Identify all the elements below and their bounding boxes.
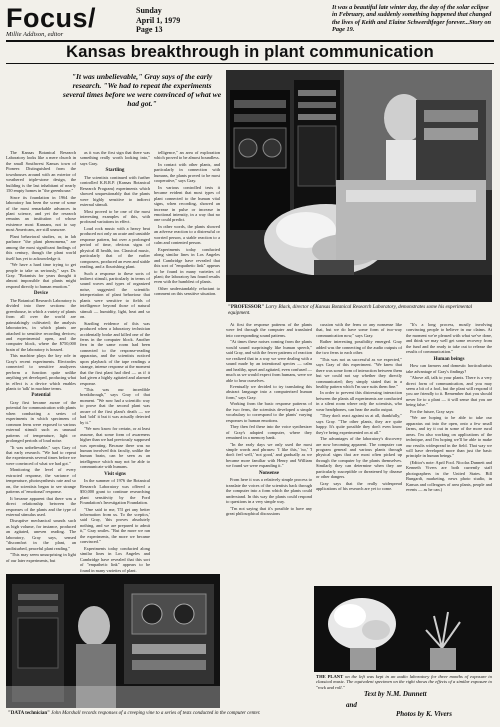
paragraph: Startling evidence of this was produced when a laboratory technician accidentally broke and killed one of the ferns in the computer block. Another fern in the same room had been connected to the response-reading apparatus, and the scientists noticed upon playback of the tape readings a strange, intense response at the moment that the first plant had died — as if it had given a highly agitated and alarmed response. bbox=[80, 320, 150, 386]
paragraph: It became apparent that there was a direct relationship between the responses of the plants and the type of external stimulus used. bbox=[6, 495, 76, 517]
paragraph: "They don't react against us at all, thankfully," says Gray. "The other plants, they are quite happy. It's quite possible they don't even know they're being experimented on at all." bbox=[316, 413, 402, 435]
paragraph: as it was the first sign that there was something really worth looking into," says Gray. bbox=[80, 150, 150, 166]
paragraph: Experiments today conducted along similar lines in Los Angeles and Cambridge have revealed that this sort of "empathetic link" appears to be found in many varieties of plant. bbox=[80, 545, 150, 573]
paragraph: "This was not as successful as we expected," says Gray of this experiment. "We knew that there was some form of interaction between them but we could not say whether they directly communicated; they simply stated that in a healthy pattern which I'm sure suits them fine." bbox=[316, 356, 402, 389]
headline: Kansas breakthrough in plant communication bbox=[66, 43, 434, 61]
section-logo: Focus/ bbox=[6, 3, 97, 33]
paragraph: "This may seem unsurprising in light of our later experiments, but bbox=[6, 552, 76, 563]
paragraph: The scientists continued with further controlled K.B.R.P. (Kansas Botanical Research Program) experiments which showed unquestionably that the plants were highly sensitive to indirect external stimuli. bbox=[80, 174, 150, 208]
paragraph: telligence," an area of exploration which proved to be almost boundless. bbox=[154, 150, 220, 161]
photo-plants-comparison-image bbox=[314, 586, 492, 672]
paragraph: The Kansas Botanical Research Laboratory looks like a mere church in the small Southwest Kansas town of Pioneer. Distinguished from the townhouses around with an exterior of weathered triple-stone design, the building is the last inhabitant of nearly 150 empty homes in "the greenhouse." bbox=[6, 150, 76, 194]
caption-lead: "DATA technician" bbox=[8, 711, 50, 716]
credit-and: and bbox=[346, 701, 357, 709]
photo-data-technician bbox=[6, 574, 220, 708]
paragraph: In other words, the plants showed an adverse reaction to a distressful or worried person, a stable reaction to a calm and contented person. bbox=[154, 223, 220, 246]
photo-computer-lab bbox=[226, 70, 492, 302]
masthead bbox=[6, 4, 494, 42]
paragraph: Since its foundation in 1964 the laboratory has been the scene of some of the most remarkable advances in plant science, and yet the research remains an institution of whose existence most Kansans, not to say most Americans, are still unaware. bbox=[6, 194, 76, 233]
paragraph: Most proved to be one of the most interesting examples of this, with profound variations in effect. bbox=[80, 208, 150, 225]
article-column-2 bbox=[80, 150, 150, 573]
paragraph: They then fed these into the voice synthesizer of Gray's adapted computer, where they remained in a memory bank. bbox=[226, 424, 312, 441]
paragraph: cussion with the ferns or any nonsense like that, but we do have some form of two-way communication now," says Gray. bbox=[316, 322, 402, 338]
article-column-1 bbox=[6, 150, 76, 570]
caption-text: John Marshall records responses of a creeping vine to a series of tests conducted in the computer center. bbox=[49, 711, 261, 716]
paragraph: Gray first became aware of the potential for communication with plants when conducting a series of experiments in which specimens of common ferns were exposed to various external stimuli such as unusual patterns of temperature, light or prolonged periods of loud noise. bbox=[6, 399, 76, 444]
paragraph: "We have a hard time trying to get people to take us seriously," says Dr. Gray. "Botanists for years thought it almost impossible that plants might respond directly to human emotion." bbox=[6, 262, 76, 289]
paragraph: Disruptive mechanical sounds such as high volume, for instance, produced an agitated, uneven reading. The laboratory, Gray says, sensed "discomfort in the plant, an undisturbed, peaceful plant reading." bbox=[6, 518, 76, 551]
paragraph: The Botanical Research Laboratory is divided into three sections: the greenhouse, in which a variety of plants from all over the world are painstakingly cultivated; the analysis laboratories, in which plants are attached to sensitive recording devices; and experimental open, and the computer block, where the $750,000 brain of the laboratory is housed. bbox=[6, 297, 76, 352]
subhead: Visit signs bbox=[104, 471, 126, 477]
photos-credit: Photos by K. Vivers bbox=[396, 710, 453, 718]
issue-info bbox=[136, 6, 196, 35]
text-credit: Text by N.M. Dunnett bbox=[364, 690, 427, 698]
paragraph: (Editor's note: April Fool. Nicolas Dunnett and Kenneth Vivers are both currently staff photographers in the United States. Bill Bungardt, marketing, news photo studio, in Kansas and colleagues of area plants, people and events — as he can.) bbox=[406, 459, 492, 493]
paragraph: "Above all, talk to your plants. There is a very direct form of communication, and you may seem a bit of a fool, but the plant will respond if you are friendly to it. Remember that you should never lie to a plant — it will sense that you are being false." bbox=[406, 375, 492, 408]
paragraph: From here it was a relatively simple process to translate the voices of the scientists back through the computer into a form which the plants could understand. In this way the plants could respond to questions in a very simple way. bbox=[226, 477, 312, 505]
paragraph: In order to prevent this distressing interaction between the plants all experiments are conducted in a silent room where only the scientists, who wear headphones, can hear the audio output. bbox=[316, 390, 402, 412]
subhead: Startling bbox=[105, 168, 125, 174]
paragraph: "I'm not saying that it's possible to have any great philosophical discussions bbox=[226, 505, 312, 516]
photo-data-technician-image bbox=[6, 574, 220, 708]
promo-teaser: It was a beautiful late winter day, the day of the solar eclipse in February, and suddenly something happened that changed the lives of Keith and Elaine Schwerdtfeger forever...Story on Page 19. bbox=[332, 4, 492, 33]
paragraph: Eventually we decided to try translating this abstract language into a computerized human form," says Gray. bbox=[226, 383, 312, 400]
paragraph: For the future, Gray says: bbox=[410, 408, 455, 414]
paragraph: Working from the basic response patterns of the two ferns, the scientists developed a simple vocabulary to correspond to the plants' varying responses to human emotions. bbox=[226, 401, 312, 423]
bottom-left-caption bbox=[8, 711, 308, 717]
paragraph: This machine plays the key role in Gray's recent experiments. Electrodes connected to sensitive analyzers perform a function quite unlike anything yet developed, producing what in effect is a device which enables plants to 'talk' in machine terms. bbox=[6, 353, 76, 392]
paragraph: "It was unbelievable," says Gray of that early research. "We had to repeat the experiments several times before we were convinced of what we had got." bbox=[6, 444, 76, 466]
paragraph: How can farmers and domestic horticulturists take advantage of Gray's findings? bbox=[406, 363, 492, 374]
paragraph: "This was our incredible breakthrough," says Gray of that moment. "We now had a scientific way to prove that the second plant was aware of the first plant's death — we had 'told' it but it was actually detected by it." bbox=[80, 387, 150, 425]
caption-text: on the left was kept in an audio laboratory for three months of exposure to classical music. The equivalent specimen on the right shows the effects of a similar exposure to "rock and roll." bbox=[316, 674, 492, 690]
paragraph: At first the response patterns of the plants were fed through the computer and translated into corresponding sound patterns. bbox=[226, 322, 312, 338]
paragraph: Loud rock music with a heavy beat produced not only an acute and unstable response pattern, but over a prolonged period of time, obvious signs of physical ill health, too. Classical music, particularly that of the earlier composers, produced an even and stable reading, and a flourishing plant. bbox=[80, 225, 150, 270]
subhead: Nonsense bbox=[258, 470, 279, 476]
paragraph: The advantages of the laboratory's discovery are now becoming apparent. The computer can program general and various plants through physical signs that are most often picked up through the computer by the plants themselves. Similarly they can determine when they are particularly susceptible or threatened by disease or other dangers. bbox=[316, 436, 402, 480]
bottom-right-caption bbox=[316, 674, 492, 690]
caption-lead: "PROFESSOR" bbox=[228, 304, 265, 310]
paragraph: "One said to me, 'I'll get any better information from us. To the sceptics,' said Gray, 'this proves absolutely nothing, and we are prepared to admit it,'" Gray smiles. "But the more we ran the experiments, the more we became convinced." bbox=[80, 506, 150, 545]
issue-day: Sunday bbox=[136, 6, 162, 15]
article-column-4 bbox=[226, 322, 312, 584]
subhead: Human beings bbox=[433, 356, 465, 362]
photo-plants-comparison bbox=[314, 586, 492, 672]
page-number: Page 13 bbox=[136, 25, 163, 34]
paragraph: Experiments today conducted along similar lines in Los Angeles and Cambridge have revealed that this sort of "empathetic link" appears to be found in many varieties of plant; the laboratory has found results even with the humblest of plants. bbox=[154, 246, 220, 285]
paragraph: "We are hoping to be able to take our apparatus out into the open, onto a few small farms, and try it out in some of the more rural areas. I'm also working on applications of the technique, and I'm hoping we'll be able to make our results widespread in the field. That way we will have developed more than just the basic principle in human beings." bbox=[406, 415, 492, 459]
paragraph: "In the early days we only used the most simple words and phrases: 'I like this,' 'no,' 'I don't feel well,' 'not good,' and gradually as we became more familiar with Henry and William we found we were expanding it." bbox=[226, 441, 312, 469]
paragraph: In various controlled tests it became evident that most types of plant connected to the human vital signs, when recording, showed an increase in pulse or increase in emotional intensity, in a way that no one could predict. bbox=[154, 184, 220, 223]
article-column-5 bbox=[316, 322, 402, 584]
headline-rule bbox=[6, 63, 494, 64]
caption-lead: THE PLANT bbox=[316, 674, 344, 679]
paragraph: In the summer of 1976 the Botanical Research Laboratory was offered a $50,000 grant to continue researching plant sensitivity by the Ford Foundation's Investigation Foundation. bbox=[80, 478, 150, 506]
pull-quote: "It was unbelievable," Gray says of the early research. "We had to repeat the experiments several times before we were convinced of what we had got." bbox=[62, 72, 222, 108]
paragraph: Rather interesting possibility emerged. Gray added was the connecting of the audio outputs of the two ferns to each other. bbox=[316, 339, 402, 356]
paragraph: "It's a long process, mostly involving convincing people to believe in our claims. At the moment we're pleased with what we've done, and think we may well get some recovery from the fund and the ready to take out to release the results of communication." bbox=[406, 322, 492, 355]
top-photo-caption bbox=[228, 304, 490, 316]
article-column-6 bbox=[406, 322, 492, 584]
paragraph: Such a response to these sorts of indirect stimuli, particularly in terms of sound waves and types of organized noise, suggested the scientific interpretation of plant behaviour that plants were sensitive to fields of intelligence beyond those of natural stimuli — humidity, light, heat and so on. bbox=[80, 270, 150, 320]
photo-computer-lab-image bbox=[226, 70, 492, 302]
paragraph: Gray says that the really widespread applications of his research are yet to come. bbox=[316, 480, 402, 492]
paragraph: In contact with other plants, and particularly in connection with humans, the plants proved to be most cooperative," says Gray. bbox=[154, 161, 220, 184]
paragraph: Other understandably reluctant to comment on this sensitive situation. bbox=[154, 285, 220, 297]
paragraph: Plant behavioral studies, or, in lab parlance "the plant phenomena," are among the most significant findings of this century, though the plant world itself has yet to acknowledge it. bbox=[6, 233, 76, 261]
paragraph: "At times these noises coming from the plants would sound surprisingly like human speech," said Gray, and with the fewer patterns of reaction we realized that in a way we were dealing with a sound made by an intentional species — calm and healthy, upset and agitated, even confused — much as we would expect from humans, were we able to hear ourselves. bbox=[226, 339, 312, 383]
photo-credits bbox=[346, 690, 492, 724]
subhead: Potential bbox=[31, 393, 51, 399]
paragraph: "We now know for certain, or at least assume, that some form of awareness higher than we had previously supposed was operating. Because there was no human involved this faculty, unlike the human brain, can be seen as an intelligence which may not be able to communicate with humans. bbox=[80, 426, 150, 470]
issue-date: April 1, 1979 bbox=[136, 15, 181, 25]
paragraph: Monitoring the level of every extracted response, the variance of temperature, photosynthesis rate and so on, the scientists began to see strange patterns of 'emotional' response. bbox=[6, 467, 76, 495]
caption-text: Larry Black, director of Kansas Botanical Research Laboratory, demonstrates some his experimental equipment. bbox=[228, 304, 473, 316]
article-column-3 bbox=[154, 150, 220, 570]
editor-credit: Millie Addison, editor bbox=[6, 31, 64, 38]
subhead: Device bbox=[33, 291, 49, 297]
